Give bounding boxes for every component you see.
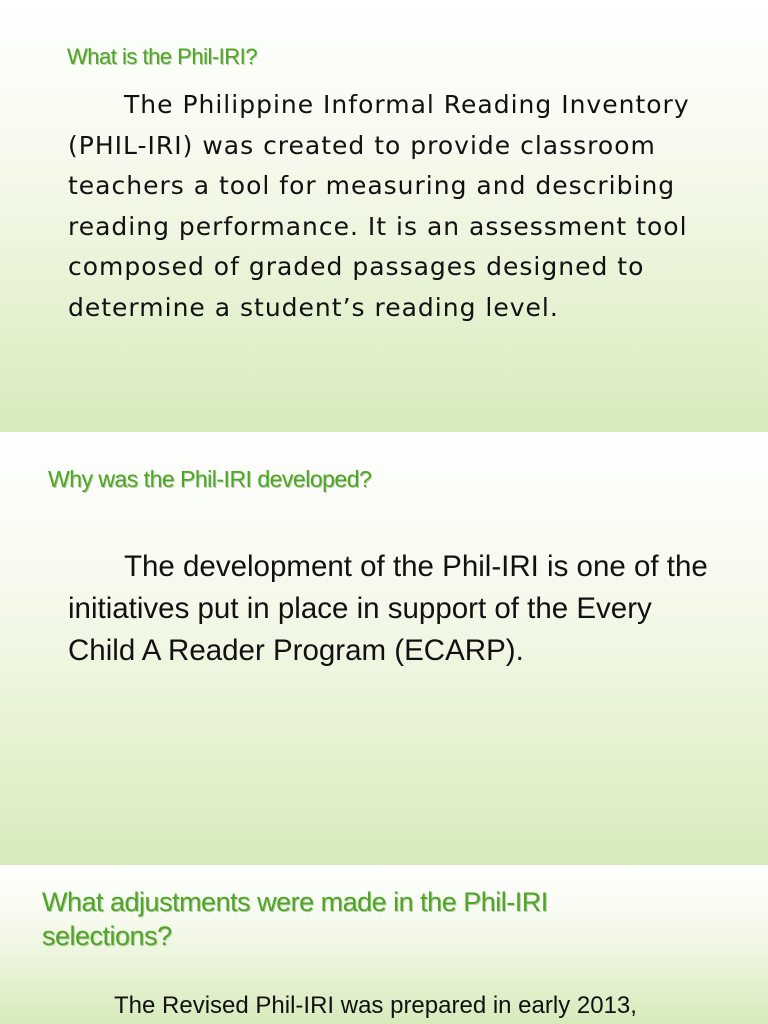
slide-body-text: The Philippine Informal Reading Inventory (PHIL-IRI) was created to provide classroom teachers a tool for measuring and describing reading performance. It is an assessment tool composed of graded passages designed to determine a student’s reading level. <box>68 90 690 322</box>
slide-why-developed <box>0 432 768 865</box>
slide-heading: Why was the Phil-IRI developed? <box>48 466 372 492</box>
slide-heading: What is the Phil-IRI? <box>67 44 258 69</box>
slide-heading: What adjustments were made in the Phil-IRI selections? <box>42 887 548 951</box>
slide-what-is-phil-iri <box>0 0 768 432</box>
slide-adjustments <box>0 865 768 1024</box>
slide-body-text: The Revised Phil-IRI was prepared in early 2013, <box>114 992 637 1019</box>
slide-body-text: The development of the Phil-IRI is one of the initiatives put in place in support of the Every Child A Reader Program (ECARP). <box>68 550 708 667</box>
